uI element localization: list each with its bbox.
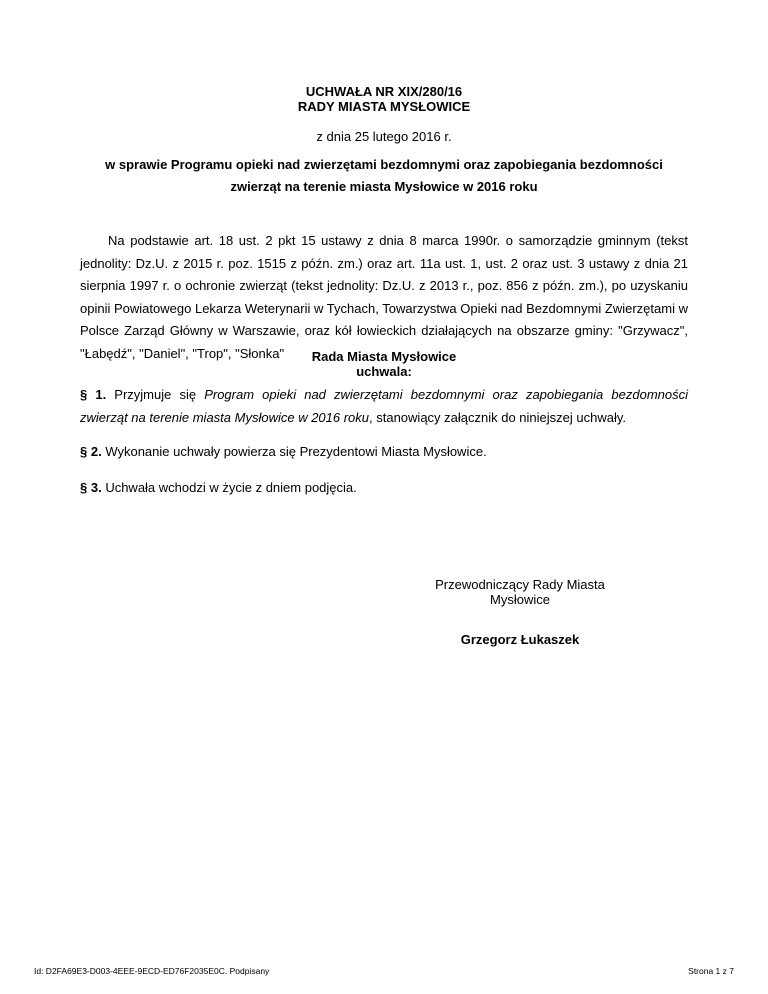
council-resolves (80, 349, 688, 379)
section-2-number: § 2. (80, 444, 102, 459)
legal-basis-paragraph: Na podstawie art. 18 ust. 2 pkt 15 ustawy z dnia 8 marca 1990r. o samorządzie gminnym (tekst jednolity: Dz.U. z 2015 r. poz. 1515 z późn. zm.) oraz art. 11a ust. 1, ust. 2 oraz ust. 3 ustawy z dnia 21 sierpnia 1997 r. o ochronie zwierząt (tekst jednolity: Dz.U. z 2013 r., poz. 856 z późn. zm.), po uzyskaniu opinii Powiatowego Lekarza Weterynarii w Tychach, Towarzystwa Opieki nad Bezdomnymi Zwierzętami w Polsce Zarząd Główny w Warszawie, oraz kół łowieckich działających na obszarze gminy: "Grzywacz", "Łabędź", "Daniel", "Trop", "Słonka" (80, 233, 688, 361)
signatory-title-line-2: Mysłowice (490, 592, 550, 607)
section-3-number: § 3. (80, 480, 102, 495)
resolution-title (80, 84, 688, 114)
section-2 (80, 441, 688, 464)
section-3 (80, 477, 688, 500)
subject-line-1: w sprawie Programu opieki nad zwierzętami bezdomnymi oraz zapobiegania bezdomności (105, 157, 663, 172)
signatory-name: Grzegorz Łukaszek (460, 632, 580, 647)
section-3-text: Uchwała wchodzi w życie z dniem podjęcia. (105, 480, 357, 495)
section-1-text-after: , stanowiący załącznik do niniejszej uchwały. (369, 409, 627, 425)
page-number: Strona 1 z 7 (688, 966, 734, 976)
signatory-title (390, 577, 650, 607)
section-1-number: § 1. (80, 387, 107, 402)
council-name: RADY MIASTA MYSŁOWICE (297, 99, 471, 114)
council-resolves-name: Rada Miasta Mysłowice (311, 349, 457, 364)
document-id: Id: D2FA69E3-D003-4EEE-9ECD-ED76F2035E0C. Podpisany (34, 966, 270, 976)
section-1 (80, 384, 688, 429)
section-1-text-before: Przyjmuje się (114, 387, 197, 402)
signatory-title-line-1: Przewodniczący Rady Miasta (435, 577, 605, 592)
resolution-subject (80, 154, 688, 198)
section-2-text: Wykonanie uchwały powierza się Prezydentowi Miasta Mysłowice. (105, 444, 487, 459)
resolution-number: UCHWAŁA NR XIX/280/16 (305, 84, 463, 99)
council-resolves-verb: uchwala: (356, 364, 412, 379)
section-1-program-title: Program opieki nad zwierzętami bezdomnymi oraz zapobiegania bezdomności zwierząt na terenie miasta Mysłowice w 2016 roku (80, 387, 688, 425)
resolution-date: z dnia 25 lutego 2016 r. (316, 129, 452, 144)
subject-line-2: zwierząt na terenie miasta Mysłowice w 2016 roku (230, 179, 538, 194)
